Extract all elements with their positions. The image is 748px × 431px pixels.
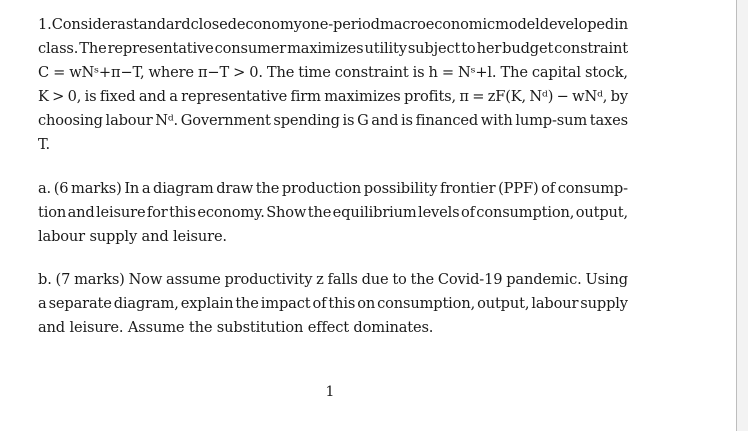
question-1-line-3: C = wNˢ+π−T, where π−T > 0. The time constraint is h = Nˢ+l. The capital stock, bbox=[38, 64, 628, 81]
question-1-paragraph bbox=[38, 13, 628, 157]
question-1-line-6: T. bbox=[38, 136, 50, 153]
question-1-line-5: choosing labour Nᵈ. Government spending is G and is financed with lump-sum taxes bbox=[38, 112, 628, 129]
part-a-paragraph bbox=[38, 177, 628, 249]
part-a-line-3: labour supply and leisure. bbox=[38, 228, 227, 245]
question-1-line-4: K > 0, is fixed and a representative firm maximizes profits, π = zF(K, Nᵈ) − wNᵈ, by bbox=[38, 88, 628, 105]
scroll-gutter bbox=[737, 0, 748, 431]
part-b-line-2: a separate diagram, explain the impact of this on consumption, output, labour supply bbox=[38, 295, 628, 312]
part-a-line-1: a. (6 marks) In a diagram draw the production possibility frontier (PPF) of consump- bbox=[38, 180, 628, 197]
part-b-paragraph bbox=[38, 268, 628, 340]
part-b-line-3: and leisure. Assume the substitution effect dominates. bbox=[38, 319, 434, 336]
question-1-line-2: class. The representative consumer maximizes utility subject to her budget constraint bbox=[38, 40, 628, 57]
part-a-line-2: tion and leisure for this economy. Show the equilibrium levels of consumption, output, bbox=[38, 204, 628, 221]
page-number: 1 bbox=[325, 384, 335, 400]
part-b-line-1: b. (7 marks) Now assume productivity z falls due to the Covid-19 pandemic. Using bbox=[38, 271, 628, 288]
question-1-line-1: 1. Consider a standard closed economy one-period macroeconomic model developed in bbox=[38, 16, 628, 33]
